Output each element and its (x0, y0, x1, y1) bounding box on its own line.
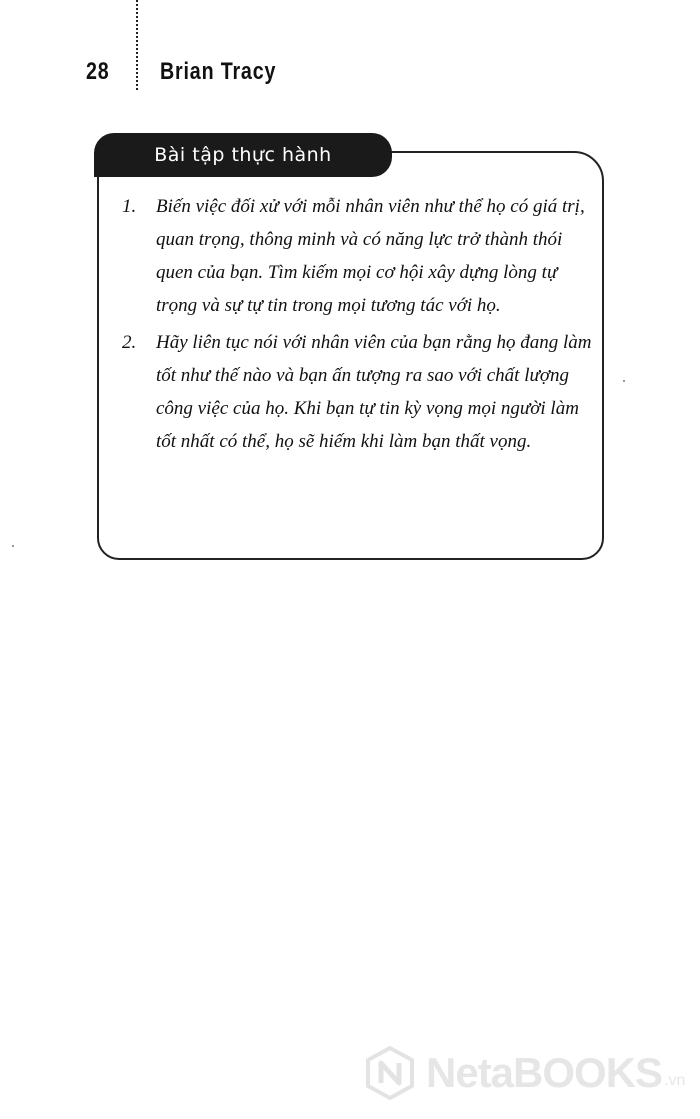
exercise-list (122, 190, 592, 462)
exercise-item-number: 1. (122, 196, 137, 217)
exercise-item-number: 2. (122, 332, 137, 353)
watermark (362, 1045, 685, 1101)
page-number: 28 (86, 58, 110, 85)
watermark-brand: NetaBOOKS (426, 1049, 663, 1096)
exercise-box-title: Bài tập thực hành (94, 133, 392, 177)
exercise-item (122, 190, 592, 322)
exercise-item (122, 326, 592, 458)
netabooks-logo-icon (362, 1045, 418, 1101)
header-dotted-rule (136, 0, 138, 90)
exercise-item-text: Hãy liên tục nói với nhân viên của bạn rằng họ đang làm tốt như thế nào và bạn ấn tượng ra sao với chất lượng công việc của họ. Khi bạn tự tin kỳ vọng mọi người làm tốt nhất có thể, họ sẽ hiếm khi làm bạn thất vọng. (156, 332, 592, 452)
scan-speck (623, 380, 625, 382)
watermark-suffix: .vn (664, 1072, 686, 1089)
scan-speck (12, 545, 14, 547)
exercise-item-text: Biến việc đối xử với mỗi nhân viên như thể họ có giá trị, quan trọng, thông minh và có năng lực trở thành thói quen của bạn. Tìm kiếm mọi cơ hội xây dựng lòng tự trọng và sự tự tin trong mọi tương tác với họ. (156, 196, 585, 316)
running-header-author: Brian Tracy (160, 58, 277, 85)
